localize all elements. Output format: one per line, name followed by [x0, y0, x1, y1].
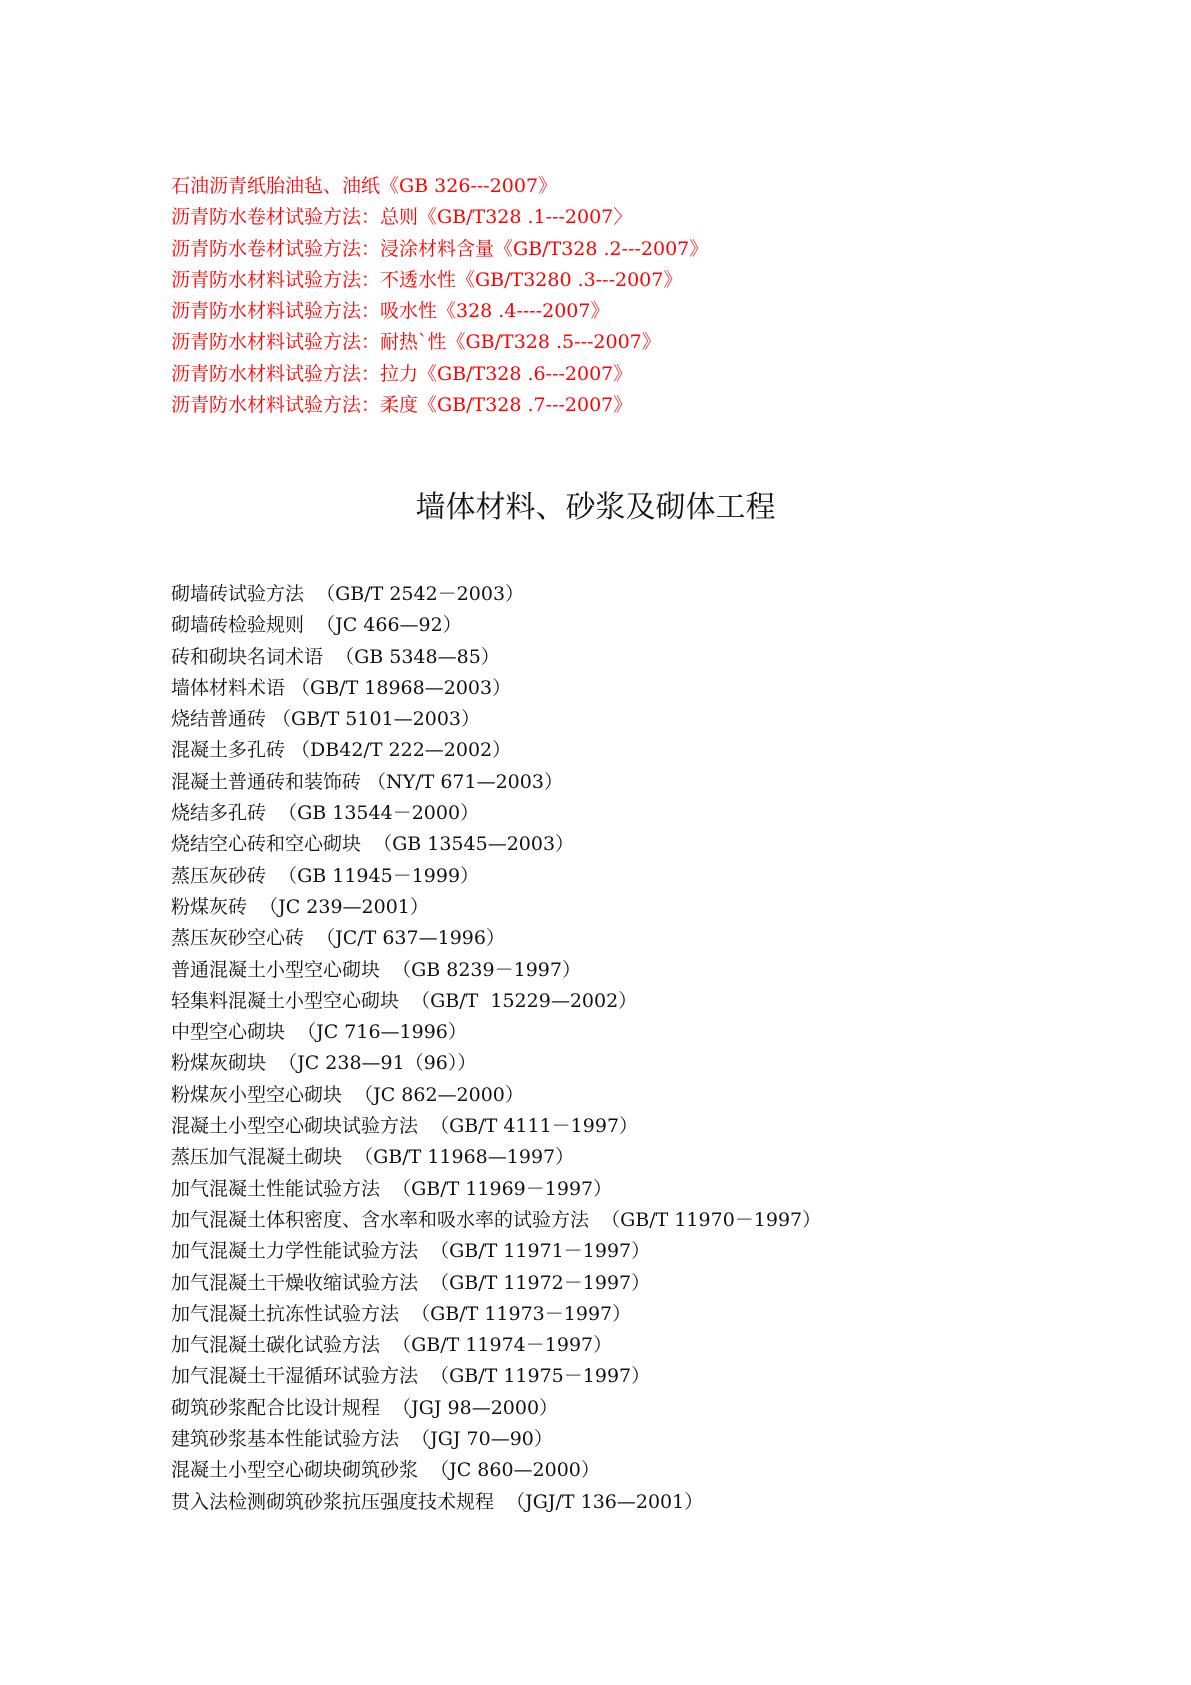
list-item: 建筑砂浆基本性能试验方法 （JGJ 70—90）: [171, 1428, 553, 1451]
section-title: 墙体材料、砂浆及砌体工程: [415, 490, 776, 525]
list-item: 轻集料混凝土小型空心砌块 （GB/T 15229—2002）: [171, 989, 638, 1012]
list-item: 沥青防水材料试验方法：柔度《GB/T328 .7---2007》: [171, 394, 633, 417]
red-standards-list: [171, 171, 708, 421]
list-item: 粉煤灰砖 （JC 239—2001）: [171, 895, 429, 918]
list-item: 加气混凝土抗冻性试验方法 （GB/T 11973－1997）: [171, 1302, 632, 1325]
list-item: 混凝土小型空心砌块砌筑砂浆 （JC 860—2000）: [171, 1459, 600, 1482]
list-item: 混凝土普通砖和装饰砖 （NY/T 671—2003）: [171, 770, 563, 793]
list-item: 砌墙砖试验方法 （GB/T 2542－2003）: [171, 583, 525, 605]
list-item: 砌墙砖检验规则 （JC 466—92）: [171, 614, 462, 637]
list-item: 蒸压灰砂砖 （GB 11945－1999）: [171, 864, 480, 887]
list-item: 砖和砌块名词术语 （GB 5348—85）: [171, 645, 500, 668]
list-item: 加气混凝土干燥收缩试验方法 （GB/T 11972－1997）: [171, 1271, 651, 1294]
list-item: 加气混凝土体积密度、含水率和吸水率的试验方法 （GB/T 11970－1997）: [171, 1208, 822, 1231]
list-item: 沥青防水材料试验方法：耐热`性《GB/T328 .5---2007》: [171, 331, 661, 354]
list-item: 烧结多孔砖 （GB 13544－2000）: [171, 802, 480, 825]
list-item: 加气混凝土力学性能试验方法 （GB/T 11971－1997）: [171, 1240, 651, 1263]
list-item: 贯入法检测砌筑砂浆抗压强度技术规程 （JGJ/T 136—2001）: [171, 1490, 704, 1513]
list-item: 蒸压灰砂空心砖 （JC/T 637—1996）: [171, 927, 505, 950]
list-item: 砌筑砂浆配合比设计规程 （JGJ 98—2000）: [171, 1396, 559, 1419]
list-item: 墙体材料术语 （GB/T 18968—2003）: [171, 676, 512, 699]
list-item: 沥青防水卷材试验方法：总则《GB/T328 .1---2007〉: [171, 206, 633, 229]
masonry-standards-list: [171, 579, 821, 1518]
list-item: 普通混凝土小型空心砌块 （GB 8239－1997）: [171, 958, 581, 981]
list-item: 加气混凝土干湿循环试验方法 （GB/T 11975－1997）: [171, 1365, 651, 1388]
list-item: 粉煤灰小型空心砌块 （JC 862—2000）: [171, 1083, 524, 1106]
list-item: 烧结普通砖 （GB/T 5101—2003）: [171, 708, 481, 731]
list-item: 烧结空心砖和空心砌块 （GB 13545—2003）: [171, 833, 575, 856]
list-item: 沥青防水材料试验方法：拉力《GB/T328 .6---2007》: [171, 362, 633, 385]
list-item: 沥青防水材料试验方法：吸水性《328 .4----2007》: [171, 300, 610, 323]
list-item: 加气混凝土碳化试验方法 （GB/T 11974－1997）: [171, 1334, 613, 1357]
list-item: 混凝土多孔砖 （DB42/T 222—2002）: [171, 739, 512, 762]
list-item: 混凝土小型空心砌块试验方法 （GB/T 4111－1997）: [171, 1115, 639, 1138]
list-item: 中型空心砌块 （JC 716—1996）: [171, 1021, 467, 1044]
list-item: 沥青防水卷材试验方法：浸涂材料含量《GB/T328 .2---2007》: [171, 237, 709, 260]
list-item: 蒸压加气混凝土砌块 （GB/T 11968—1997）: [171, 1146, 575, 1169]
list-item: 沥青防水材料试验方法：不透水性《GB/T3280 .3---2007》: [171, 268, 683, 291]
list-item: 加气混凝土性能试验方法 （GB/T 11969－1997）: [171, 1177, 613, 1200]
list-item: 石油沥青纸胎油毡、油纸《GB 326---2007》: [171, 175, 558, 197]
list-item: 粉煤灰砌块 （JC 238—91（96））: [171, 1052, 477, 1075]
